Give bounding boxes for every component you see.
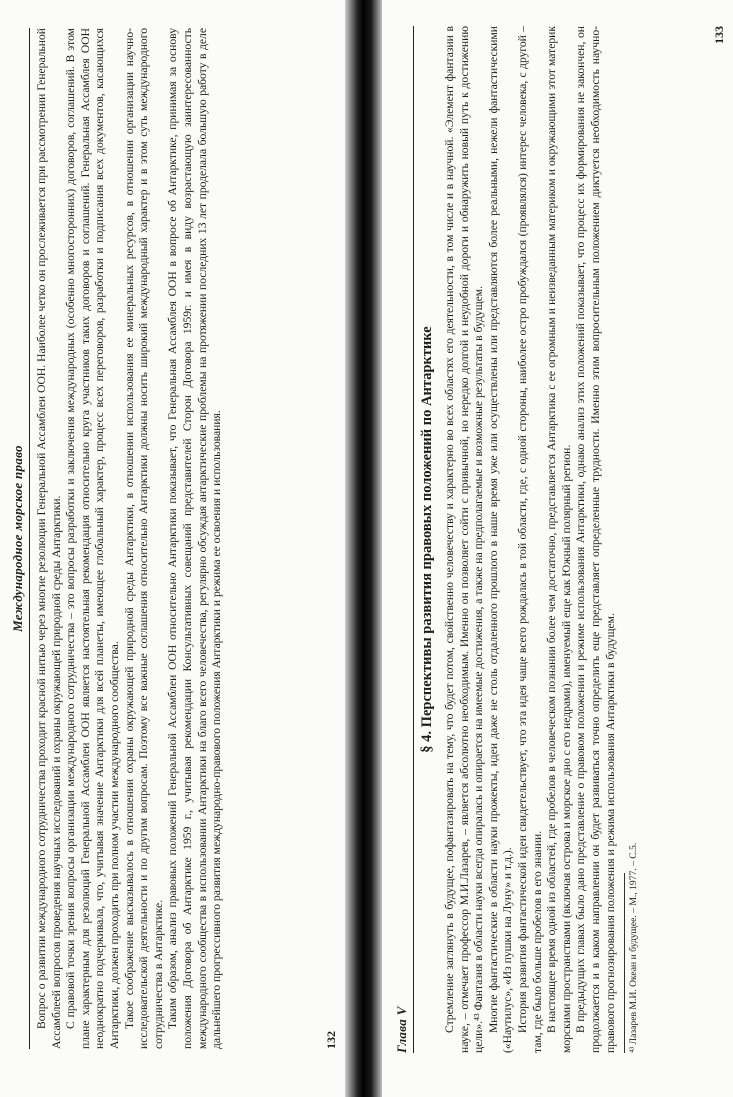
paragraph: В настоящее время одной из областей, где пробелов в человеческом познании более чем достаточно, представляется Антарктика с ее огромным и неизведанным материком и окружающими этот материк морскими пространствами (включая острова и морское дно с его недрами), именуемый еще как Южный полярный регион. [545, 26, 573, 1053]
paragraph: История развития фантастической идеи свидетельствует, что эта идея чаще всего рождалась в той области, где, с одной стороны, наиболее остро пробуждался (проявлялся) интерес человека, с другой – там, где было больше пробелов в его знании. [515, 26, 544, 1053]
section-title: § 4. Перспективы развития правовых положений по Антарктике [419, 326, 435, 753]
footnote: ⁴³ Лазарев М.И. Океан и будущее. – М., 1977. – С.5. [628, 842, 640, 1053]
running-head-right: Глава V [394, 26, 414, 1053]
left-page-text [35, 28, 225, 1049]
paragraph: Стремление заглянуть в будущее, пофантазировать на тему, что будет потом, свойственно человечеству и характерно во всех областях его деятельности, в том числе и в научной. «Элемент фантазии в науке, – отмечает профессор М.И.Лазарев, – является абсолютно необходимым. Именно он позволяет сойти с привычной, но нередко долгой и неудобной дороги и обнаружить новый путь к достижению цели».⁴³ Фантазия в области науки всегда опиралась и опирается на имеемые достижения, а также на предполагаемые и возможные результаты в будущем. [443, 26, 486, 1053]
page-number-right: 133 [712, 26, 726, 44]
right-page-text [443, 26, 618, 1053]
left-page [0, 0, 345, 1097]
footnote-divider [624, 873, 625, 1053]
paragraph: Таким образом, анализ правовых положений Генеральной Ассамблеи ООН относительно Антарктики показывает, что Генеральная Ассамблея ООН в вопросе об Антарктике, принимая за основу положения Договора об Антарктике 1959 г., учитывая рекомендации Консультативных совещаний представителей Сторон Договора 1959г. и имея в виду возрастающую заинтересованность международного сообщества в использовании Антарктики на благо всего человечества, регулярно обсуждая антарктические проблемы на протяжении последних 13 лет проделала большую работу в деле дальнейшего прогрессивного развития международно-правового положения Антарктики и режима ее освоения и использования. [166, 28, 224, 1049]
paragraph: В предыдущих главах было дано представление о правовом положении и режиме использования Антарктики, однако анализ этих положений показывает, что процесс их формирования не закончен, он продолжается и в каком направлении он будет развиваться точно определить еще представляет определенные трудности. Именно этим вопросительным положением диктуется необходимость научно-правового прогнозирования положения и режима использования Антарктики в будущем. [574, 26, 617, 1053]
right-page [382, 0, 733, 1097]
paragraph: Многие фантастические в области науки прожекты, идеи даже не столь отдаленного прошлого в наше время уже или осуществлены или представляются более реальными, нежели фантастическими («Наутилус», «Из пушки на Луну» и т.д.). [486, 26, 515, 1053]
paragraph: Такое соображение высказывалось в отношении охраны окружающей природной среды Антарктики, в отношении использования ее минеральных ресурсов, в отношении организации научно-исследовательской деятельности и по другим вопросам. Поэтому все важные соглашения относительно Антарктики должны носить широкий международный характер и в этом суть международного сотрудничества в Антарктике. [122, 28, 165, 1049]
book-gutter [345, 0, 382, 1097]
paragraph: Вопрос о развитии международного сотрудничества проходит красной нитью через многие резолюции Генеральной Ассамблеи ООН. Наиболее четко он прослеживается при рассмотрении Генеральной Ассамблеей вопросов проведения научных исследований и охраны окружающей природной среды Антарктики. [35, 28, 63, 1049]
paragraph: С правовой точки зрения вопросы организации международного сотрудничества – это вопросы разработки и заключения международных (особенно многосторонних) договоров, соглашений. В этом плане характерным для резолюций Генеральной Ассамблеи ООН является настоятельная рекомендация относительно круга участников таких договоров и соглашений. Генеральная Ассамблея ООН неоднократно подчеркивала, что, учитывая значение Антарктики для всей планеты, имеющее глобальный характер, процесс всех переговоров, разработки и подписания всех документов, касающихся Антарктики, должен проходить при полном участии международного сообщества. [64, 28, 121, 1049]
running-head-left: Международное морское право [10, 28, 30, 1049]
page-number-left: 132 [324, 1031, 338, 1049]
